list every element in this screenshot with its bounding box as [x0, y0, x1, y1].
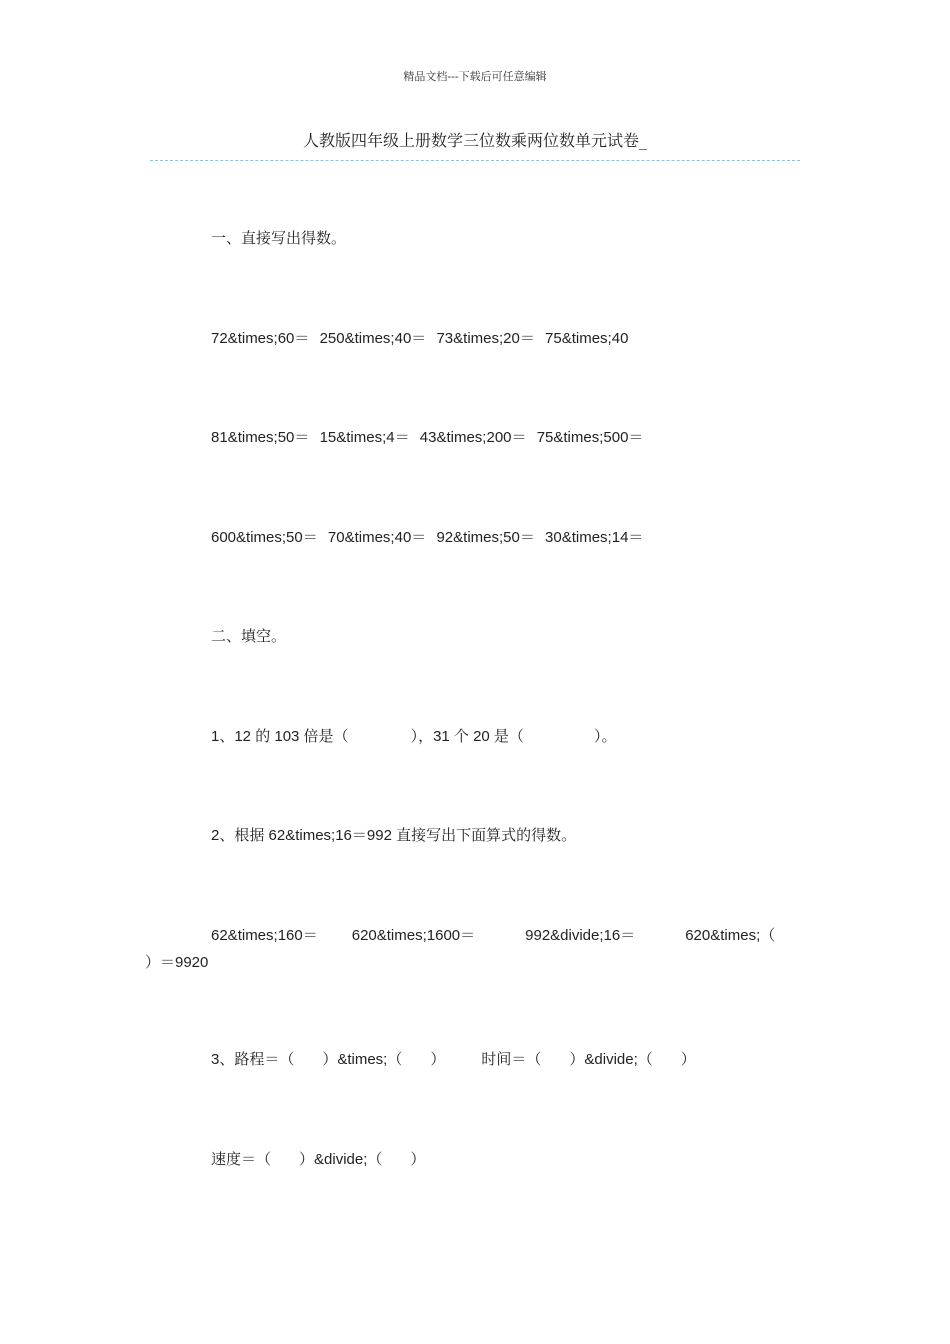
question-3: [211, 1048, 696, 1069]
q3-part: ）&times;（: [322, 1051, 403, 1068]
calc-item: 43&times;200＝: [419, 429, 527, 446]
speed-part: ）: [410, 1151, 426, 1168]
calc-item: 75&times;500＝: [536, 429, 644, 446]
calc-item: 75&times;40: [545, 330, 629, 347]
q1-part-c: ）。: [593, 728, 617, 745]
q3-part: ）&divide;（: [569, 1051, 653, 1068]
calc-item: 15&times;4＝: [319, 429, 410, 446]
q3-part: 3、路程＝（: [211, 1051, 295, 1068]
speed-formula: [211, 1148, 425, 1169]
q3-part: 时间＝（: [481, 1051, 542, 1068]
speed-part: ）&divide;（: [299, 1151, 383, 1168]
section2-heading: 二、填空。: [211, 627, 287, 645]
calc-row-2: [211, 426, 649, 447]
header-note: 精品文档---下载后可任意编辑: [403, 70, 547, 83]
q1-part-a: 1、12 的 103 倍是（: [211, 728, 349, 745]
q3-part: ）: [430, 1051, 446, 1068]
speed-part: 速度＝（: [211, 1151, 272, 1168]
calc-item: 250&times;40＝: [319, 330, 427, 347]
section1-heading: 一、直接写出得数。: [211, 229, 347, 247]
calc-item: 30&times;14＝: [545, 529, 644, 546]
calc-item: 72&times;60＝: [211, 330, 310, 347]
question-2-wrap: ）＝9920: [145, 954, 209, 971]
calc-item: 600&times;50＝: [211, 529, 318, 546]
calc-row-1: [211, 327, 634, 348]
calc-item: 70&times;40＝: [327, 529, 427, 546]
q2-item: 620&times;1600＝: [351, 927, 476, 944]
calc-row-3: [211, 526, 649, 547]
question-2-items: [211, 924, 775, 945]
question-2: 2、根据 62&times;16＝992 直接写出下面算式的得数。: [211, 827, 577, 844]
q2-item: 62&times;160＝: [211, 927, 318, 944]
document-title: 人教版四年级上册数学三位数乘两位数单元试卷_: [302, 131, 647, 150]
dashed-divider: [150, 160, 800, 161]
calc-item: 73&times;20＝: [436, 330, 535, 347]
q3-part: ）: [680, 1051, 696, 1068]
q2-item: 992&divide;16＝: [525, 927, 636, 944]
calc-item: 92&times;50＝: [436, 529, 535, 546]
q1-part-b: ），31 个 20 是（: [410, 728, 524, 745]
q2-item: 620&times;（: [685, 927, 776, 944]
calc-item: 81&times;50＝: [211, 429, 310, 446]
question-1: [211, 725, 616, 746]
